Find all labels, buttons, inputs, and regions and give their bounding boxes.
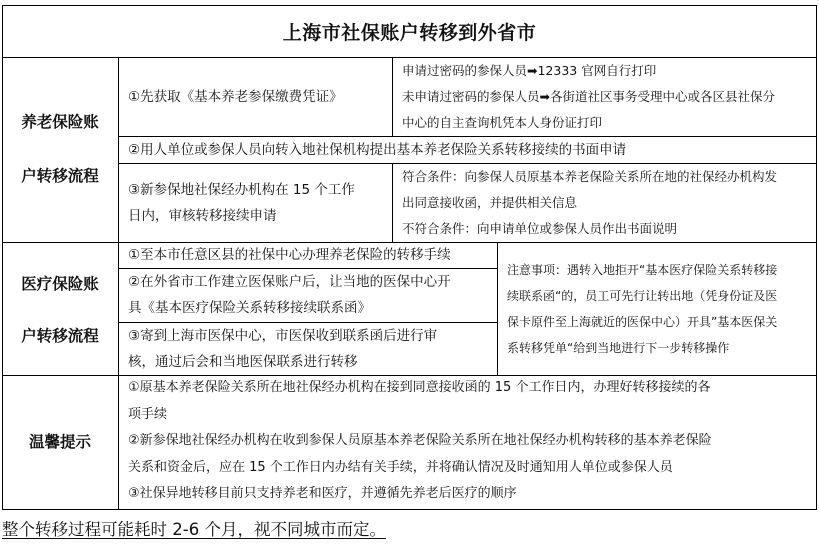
pension-step1-note: 申请过密码的参保人员➡12333 官网自行打印: [402, 62, 657, 78]
medical-note-line: 续联系函“的，员工可先行让转出地（凭身份证及医: [507, 288, 778, 303]
medical-step3-text: ③寄到上海市医保中心，市医保收到联系函后进行审: [128, 327, 438, 344]
tips-line: 关系和资金后，应在 15 个工作日内办结有关手续，并将确认情况及时通知用人单位或参保人员: [128, 459, 673, 475]
medical-step1-text: ①至本市任意区县的社保中心办理养老保险的转移手续: [128, 247, 451, 263]
tips-line: ①原基本养老保险关系所在地社保经办机构在接到同意接收函的 15 个工作日内，办理好转移接续的各: [128, 380, 711, 395]
pension-step1: [118, 57, 392, 136]
medical-step3: [118, 322, 497, 375]
pension-label-line1: 养老保险账: [21, 113, 99, 131]
footer-note: 整个转移过程可能耗时 2-6 个月，视不同城市而定。: [2, 520, 386, 539]
pension-step2-text: ②用人单位或参保人员向转入地社保机构提出基本养老保险关系转移接续的书面申请: [128, 141, 627, 158]
pension-step1-note: 中心的自主查询机凭本人身份证打印: [402, 114, 603, 130]
medical-step1: [118, 242, 497, 268]
pension-step2: [118, 136, 817, 163]
medical-step3-text: 核，通过后会和当地医保联系进行转移: [128, 353, 358, 370]
tips-label: 温馨提示: [28, 433, 91, 451]
medical-step2: [118, 268, 497, 322]
pension-step3-notes: [392, 163, 817, 242]
pension-step3-text: 日内，审核转移接续申请: [128, 207, 277, 224]
pension-step3: [118, 163, 392, 242]
medical-note: [497, 242, 817, 375]
pension-step1-notes: [392, 57, 817, 136]
medical-step2-text: ②在外省市工作建立医保账户后，让当地的医保中心开: [128, 274, 451, 290]
medical-note-line: 保卡原件至上海就近的医保中心）开具”基本医保关: [507, 314, 778, 329]
medical-label-line2: 户转移流程: [21, 327, 99, 345]
medical-note-line: 系转移凭单“给到当地进行下一步转移操作: [507, 340, 730, 355]
tips-line: ②新参保地社保经办机构在收到参保人员原基本养老保险关系所在地社保经办机构转移的基本养老保险: [128, 433, 712, 449]
pension-label-line2: 户转移流程: [21, 167, 99, 185]
table-title: 上海市社保账户转移到外省市: [282, 21, 537, 44]
medical-label-line1: 医疗保险账: [21, 275, 99, 293]
pension-step3-text: ③新参保地社保经办机构在 15 个工作: [128, 181, 355, 198]
pension-step3-note: 符合条件：向参保人员原基本养老保险关系所在地的社保经办机构发: [402, 168, 778, 184]
tips-line: ③社保异地转移目前只支持养老和医疗，并遵循先养老后医疗的顺序: [128, 486, 517, 502]
pension-step3-note: 出同意接收函，并提供相关信息: [402, 194, 578, 210]
pension-step1-note: 未申请过密码的参保人员➡各街道社区事务受理中心或各区县社保分: [402, 88, 775, 104]
tips-line: 项手续: [128, 406, 168, 422]
medical-note-line: 注意事项：遇转入地拒开“基本医疗保险关系转移接: [507, 262, 778, 277]
pension-step3-note: 不符合条件：向申请单位或参保人员作出书面说明: [402, 220, 678, 236]
pension-step1-text: ①先获取《基本养老参保缴费凭证》: [128, 88, 343, 105]
medical-step2-text: 具《基本医疗保险关系转移接续联系函》: [128, 300, 371, 316]
tips-content: [118, 375, 817, 509]
